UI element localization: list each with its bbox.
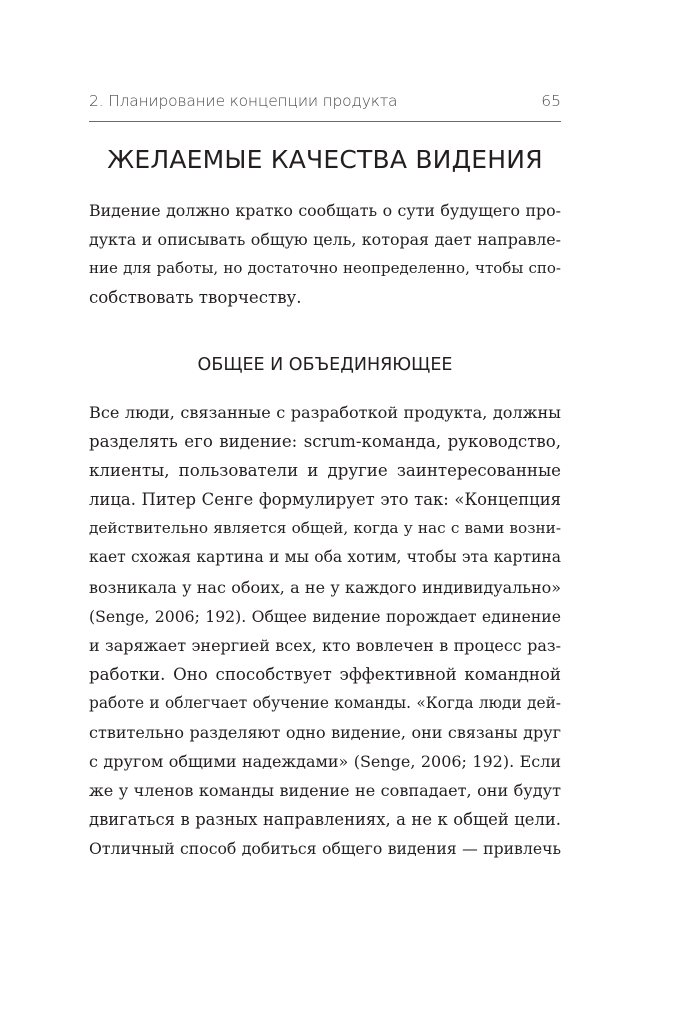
- body-line: возникала у нас обоих, а не у каждого индивидуально»: [89, 577, 561, 597]
- body-line: и заряжает энергией всех, кто вовлечен в процесс раз-: [89, 635, 561, 655]
- body-line: работе и облегчает обучение команды. «Когда люди дей-: [89, 693, 561, 712]
- intro-line: ние для работы, но достаточно неопределенно, чтобы спо-: [89, 259, 561, 278]
- intro-paragraph: [89, 196, 561, 312]
- body-line: с другом общими надеждами» (Senge, 2006; 192). Если: [89, 752, 561, 772]
- running-head-section: 2. Планирование концепции продукта: [89, 92, 398, 110]
- section-title: ЖЕЛАЕМЫЕ КАЧЕСТВА ВИДЕНИЯ: [107, 145, 543, 174]
- body-line: действительно является общей, когда у нас с вами возни-: [89, 519, 561, 538]
- body-line: работки. Оно способствует эффективной командной: [89, 664, 561, 684]
- body-line: же у членов команды видение не совпадает, они будут: [89, 781, 561, 801]
- body-paragraph: [89, 398, 561, 864]
- running-head: [89, 92, 561, 122]
- intro-line: собствовать творчеству.: [89, 288, 302, 308]
- body-line: ствительно разделяют одно видение, они связаны друг: [89, 723, 561, 743]
- body-line: кает схожая картина и мы оба хотим, чтобы эта картина: [89, 548, 561, 567]
- body-line: лица. Питер Сенге формулирует это так: «Концепция: [89, 490, 561, 510]
- intro-line: Видение должно кратко сообщать о сути будущего про-: [89, 201, 561, 220]
- intro-line: дукта и описывать общую цель, которая дает направле-: [89, 230, 561, 250]
- header-rule: [89, 121, 561, 122]
- body-line: двигаться в разных направлениях, а не к общей цели.: [89, 810, 561, 830]
- subsection-title: ОБЩЕЕ И ОБЪЕДИНЯЮЩЕЕ: [197, 355, 453, 375]
- body-line: Все люди, связанные с разработкой продукта, должны: [89, 403, 561, 422]
- body-line: Отличный способ добиться общего видения — привлечь: [89, 839, 561, 859]
- page-number: 65: [541, 92, 561, 110]
- body-line: (Senge, 2006; 192). Общее видение порождает единение: [89, 606, 561, 626]
- body-line: разделять его видение: scrum-команда, руководство,: [89, 432, 561, 452]
- body-line: клиенты, пользователи и другие заинтересованные: [89, 461, 561, 481]
